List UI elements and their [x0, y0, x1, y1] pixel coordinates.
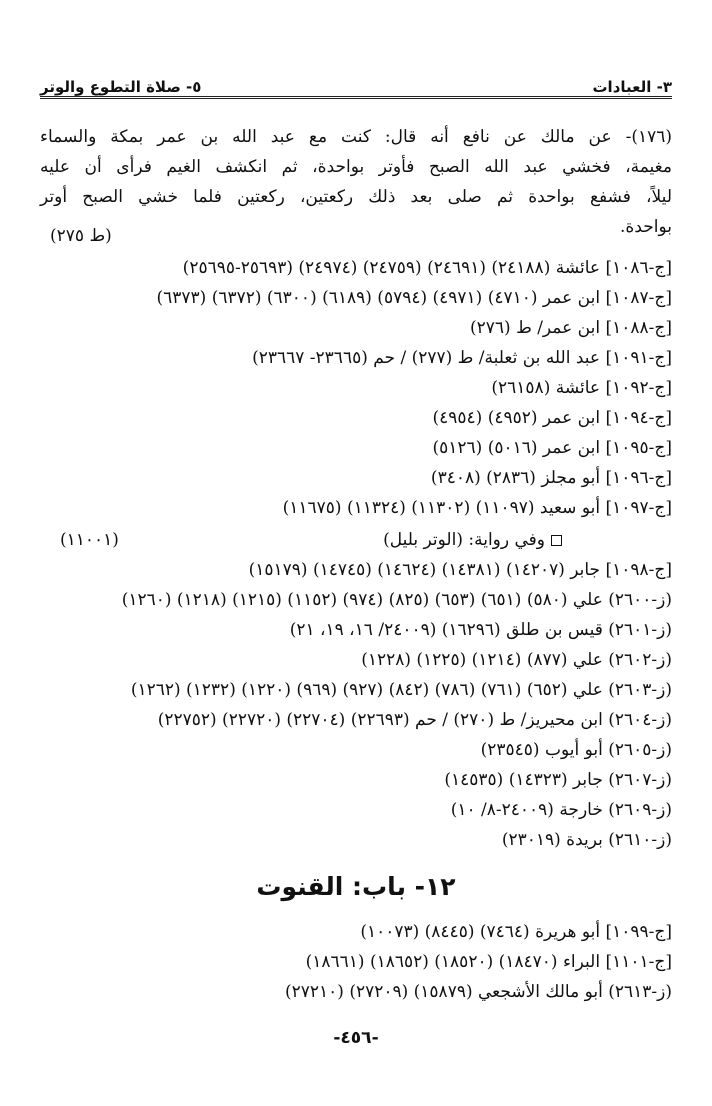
- reference-line: [ج-١٠٩١] عبد الله بن ثعلبة/ ط (٢٧٧) / حم (٢٣٦٦٥- ٢٣٦٦٧): [252, 348, 672, 368]
- hadith-line: (١٧٦)- عن مالك عن نافع أنه قال: كنت مع عبد الله بن عمر بمكة والسماء: [40, 127, 672, 147]
- header-section: ٥- صلاة التطوع والوتر: [40, 78, 202, 96]
- reference-line: (ز-٢٦٠٥) أبو أيوب (٢٣٥٤٥): [480, 740, 672, 760]
- reference-line: [ج-١٠٨٦] عائشة (٢٤١٨٨) (٢٤٦٩١) (٢٤٧٥٩) (٢٤٩٧٤) (٢٥٦٩٣-٢٥٦٩٥): [182, 258, 672, 278]
- reference-line: (ز-٢٦٠٧) جابر (١٤٣٢٣) (١٤٥٣٥): [444, 770, 672, 790]
- reference-line: [ج-١٠٩٢] عائشة (٢٦١٥٨): [491, 378, 672, 398]
- reference-line: [ج-١٠٩٩] أبو هريرة (٧٤٦٤) (٨٤٤٥) (١٠٠٧٣): [360, 922, 672, 942]
- square-bullet-icon: [551, 535, 562, 546]
- reference-line: (ز-٢٦٠٢) علي (٨٧٧) (١٢١٤) (١٢٢٥) (١٢٢٨): [361, 650, 672, 670]
- reference-line: [ج-١٠٩٧] أبو سعيد (١١٠٩٧) (١١٣٠٢) (١١٣٢٤) (١١٦٧٥): [282, 498, 672, 518]
- hadith-line: مغيمة، فخشي عبد الله الصبح فأوتر بواحدة، ثم انكشف الغيم فرأى أن عليه: [40, 157, 672, 177]
- variant-number: (١١٠٠١): [60, 530, 119, 550]
- hadith-line: بواحدة.: [620, 217, 672, 237]
- reference-line: [ج-١٠٨٨] ابن عمر/ ط (٢٧٦): [469, 318, 672, 338]
- reference-line: (ز-٢٦٠١) قيس بن طلق (١٦٢٩٦) (٢٤٠٠٩/ ١٦، ١٩، ٢١): [289, 620, 672, 640]
- reference-line: [ج-١١٠١] البراء (١٨٤٧٠) (١٨٥٢٠) (١٨٦٥٢) (١٨٦٦١): [305, 952, 672, 972]
- reference-line: [ج-١٠٩٦] أبو مجلز (٢٨٣٦) (٣٤٠٨): [430, 468, 672, 488]
- reference-line: (ز-٢٦٠٣) علي (٦٥٢) (٧٦١) (٧٨٦) (٨٤٢) (٩٢٧) (٩٦٩) (١٢٢٠) (١٢٣٢) (١٢٦٢): [130, 680, 672, 700]
- header-chapter: ٣- العبادات: [592, 78, 672, 96]
- reference-line: (ز-٢٦٠٠) علي (٥٨٠) (٦٥١) (٦٥٣) (٨٢٥) (٩٧٤) (١١٥٢) (١٢١٥) (١٢١٨) (١٢٦٠): [121, 590, 672, 610]
- header-divider: [40, 96, 672, 99]
- hadith-text: [40, 122, 672, 242]
- section-heading: ١٢- باب: القنوت: [256, 872, 456, 901]
- reference-line: (ز-٢٦١٠) بريدة (٢٣٠١٩): [501, 830, 672, 850]
- reference-line: (ز-٢٦١٣) أبو مالك الأشجعي (١٥٨٧٩) (٢٧٢٠٩) (٢٧٢١٠): [285, 982, 672, 1002]
- reference-line: (ز-٢٦٠٩) خارجة (٢٤٠٠٩-٨/ ١٠): [450, 800, 672, 820]
- reference-line: [ج-١٠٩٤] ابن عمر (٤٩٥٢) (٤٩٥٤): [432, 408, 672, 428]
- page-number: -٤٥٦-: [333, 1028, 379, 1048]
- reference-line: (ز-٢٦٠٤) ابن محيريز/ ط (٢٧٠) / حم (٢٢٦٩٣) (٢٢٧٠٤) (٢٢٧٢٠) (٢٢٧٥٢): [157, 710, 672, 730]
- hadith-line: ليلاً، فشفع بواحدة ثم صلى بعد ذلك ركعتين، ركعتين فلما خشي الصبح أوتر: [40, 187, 672, 207]
- reference-line: [ج-١٠٨٧] ابن عمر (٤٧١٠) (٤٩٧١) (٥٧٩٤) (٦١٨٩) (٦٣٠٠) (٦٣٧٢) (٦٣٧٣): [156, 288, 672, 308]
- variant-text: [383, 526, 562, 554]
- reference-line: [ج-١٠٩٥] ابن عمر (٥٠١٦) (٥١٢٦): [432, 438, 672, 458]
- reference-line: [ج-١٠٩٨] جابر (١٤٢٠٧) (١٤٣٨١) (١٤٦٢٤) (١٤٧٤٥) (١٥١٧٩): [248, 560, 672, 580]
- running-header: [40, 62, 672, 96]
- hadith-reference: (ط ٢٧٥): [50, 226, 112, 246]
- variant-label: وفي رواية: (الوتر بليل): [383, 530, 545, 550]
